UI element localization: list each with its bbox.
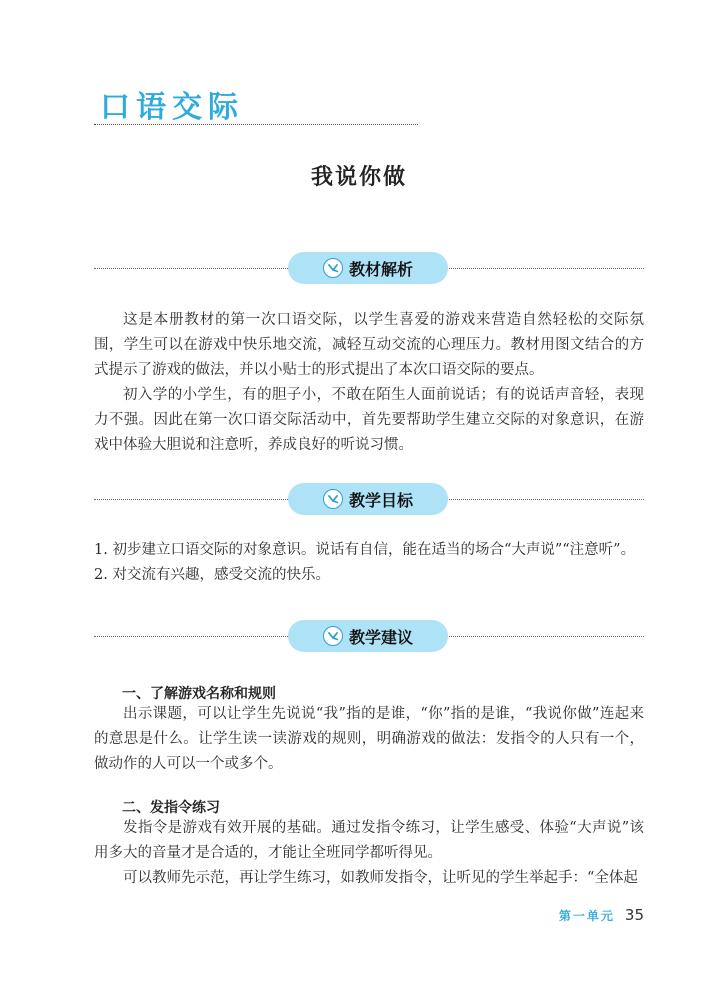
section-pill xyxy=(288,252,448,284)
list-item: 2. 对交流有兴趣，感受交流的快乐。 xyxy=(94,567,330,583)
section-pill xyxy=(288,483,448,515)
page-section-title: 口语交际 xyxy=(100,90,244,125)
list-item: 1. 初步建立口语交际的对象意识。说话有自信，能在适当的场合“大声说”“注意听”。 xyxy=(94,542,636,558)
subsection-title: 一、了解游戏名称和规则 xyxy=(122,686,276,702)
circle-arrow-icon xyxy=(323,258,343,278)
paragraph: 初入学的小学生，有的胆子小，不敢在陌生人面前说话；有的说话声音轻，表现力不强。因此在第一次口语交际活动中，首先要帮助学生建立交际的对象意识，在游戏中体验大胆说和注意听，养成良好的听说习惯。 xyxy=(94,387,644,453)
page-footer xyxy=(559,906,644,924)
section-pill xyxy=(288,620,448,652)
section-header-goals xyxy=(94,483,644,517)
paragraph: 发指令是游戏有效开展的基础。通过发指令练习，让学生感受、体验“大声说”该用多大的音量才是合适的，才能让全班同学都听得见。 xyxy=(94,820,644,861)
paragraph: 可以教师先示范，再让学生练习，如教师发指令，让听见的学生举起手：“全体起 xyxy=(123,870,638,886)
section-body-goals xyxy=(94,538,644,588)
section-header-suggestions xyxy=(94,620,644,654)
subsection-title: 二、发指令练习 xyxy=(122,800,220,816)
section-heading: 教材解析 xyxy=(348,259,413,279)
section-header-analysis xyxy=(94,252,644,286)
section-heading: 教学建议 xyxy=(348,627,413,647)
unit-label: 第一单元 xyxy=(558,909,615,923)
paragraph: 这是本册教材的第一次口语交际，以学生喜爱的游戏来营造自然轻松的交际氛围，学生可以在游戏中快乐地交流，减轻互动交流的心理压力。教材用图文结合的方式提示了游戏的做法，并以小贴士的形式提出了本次口语交际的要点。 xyxy=(94,312,644,378)
title-divider xyxy=(94,124,418,125)
lesson-title: 我说你做 xyxy=(310,164,407,190)
section-body-analysis xyxy=(94,308,644,458)
subsection-body xyxy=(94,702,644,777)
subsection-body xyxy=(94,816,644,891)
circle-arrow-icon xyxy=(323,489,343,509)
paragraph: 出示课题，可以让学生先说说“我”指的是谁，“你”指的是谁，“我说你做”连起来的意思是什么。让学生读一读游戏的规则，明确游戏的做法：发指令的人只有一个，做动作的人可以一个或多个。 xyxy=(94,706,644,772)
circle-arrow-icon xyxy=(323,626,343,646)
section-heading: 教学目标 xyxy=(348,490,413,510)
page-number: 35 xyxy=(624,906,644,924)
